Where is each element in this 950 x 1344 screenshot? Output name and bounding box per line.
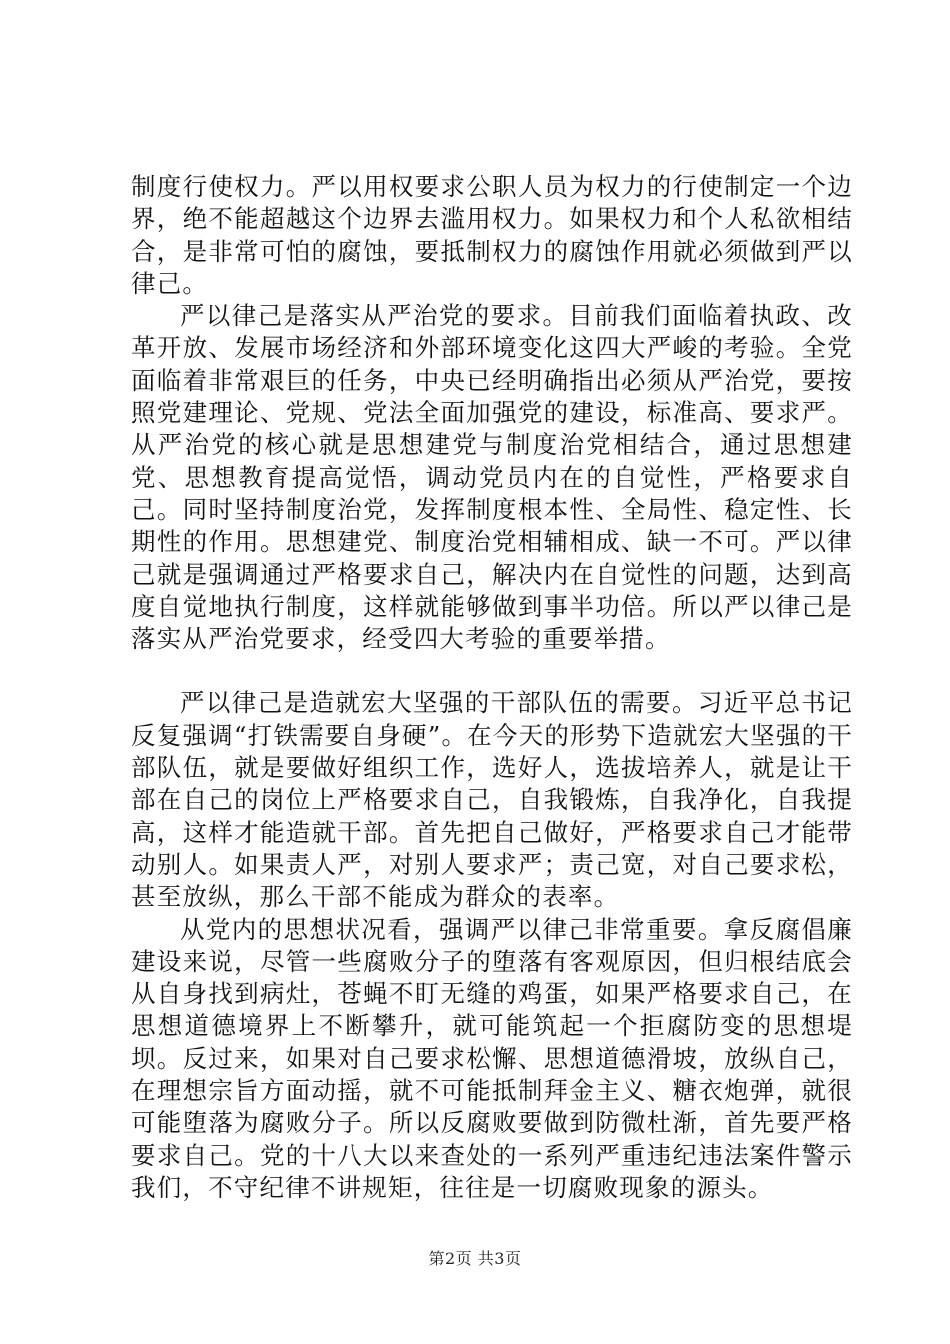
paragraph-continued: 制度行使权力。严以用权要求公职人员为权力的行使制定一个边界，绝不能超越这个边界去滥用权力。如果权力和个人私欲相结合，是非常可怕的腐蚀，要抵制权力的腐蚀作用就必须做到严以律己。 [131,172,853,298]
paragraph: 严以律己是落实从严治党的要求。目前我们面临着执政、改革开放、发展市场经济和外部环境变化这四大严峻的考验。全党面临着非常艰巨的任务，中央已经明确指出必须从严治党，要按照党建理论、党规、党法全面加强党的建设，标准高、要求严。从严治党的核心就是思想建党与制度治党相结合，通过思想建党、思想教育提高觉悟，调动党员内在的自觉性，严格要求自己。同时坚持制度治党，发挥制度根本性、全局性、稳定性、长期性的作用。思想建党、制度治党相辅相成、缺一不可。严以律己就是强调通过严格要求自己，解决内在自觉性的问题，达到高度自觉地执行制度，这样就能够做到事半功倍。所以严以律己是落实从严治党要求，经受四大考验的重要举措。 [131,301,853,654]
paragraph: 严以律己是造就宏大坚强的干部队伍的需要。习近平总书记反复强调“打铁需要自身硬”。在今天的形势下造就宏大坚强的干部队伍，就是要做好组织工作，选好人，选拔培养人，就是让干部在自己的岗位上严格要求自己，自我锻炼，自我净化，自我提高，这样才能造就干部。首先把自己做好，严格要求自己才能带动别人。如果责人严，对别人要求严；责己宽，对自己要求松，甚至放纵，那么干部不能成为群众的表率。 [131,688,853,912]
document-body [131,171,853,1204]
paragraph: 从党内的思想状况看，强调严以律己非常重要。拿反腐倡廉建设来说，尽管一些腐败分子的堕落有客观原因，但归根结底会从自身找到病灶，苍蝇不盯无缝的鸡蛋，如果严格要求自己，在思想道德境界上不断攀升，就可能筑起一个拒腐防变的思想堤坝。反过来，如果对自己要求松懈、思想道德滑坡，放纵自己，在理想宗旨方面动摇，就不可能抵制拜金主义、糖衣炮弹，就很可能堕落为腐败分子。所以反腐败要做到防微杜渐，首先要严格要求自己。党的十八大以来查处的一系列严重违纪违法案件警示我们，不守纪律不讲规矩，往往是一切腐败现象的源头。 [131,914,853,1202]
page-number-footer: 第2页 共3页 [428,1249,522,1268]
